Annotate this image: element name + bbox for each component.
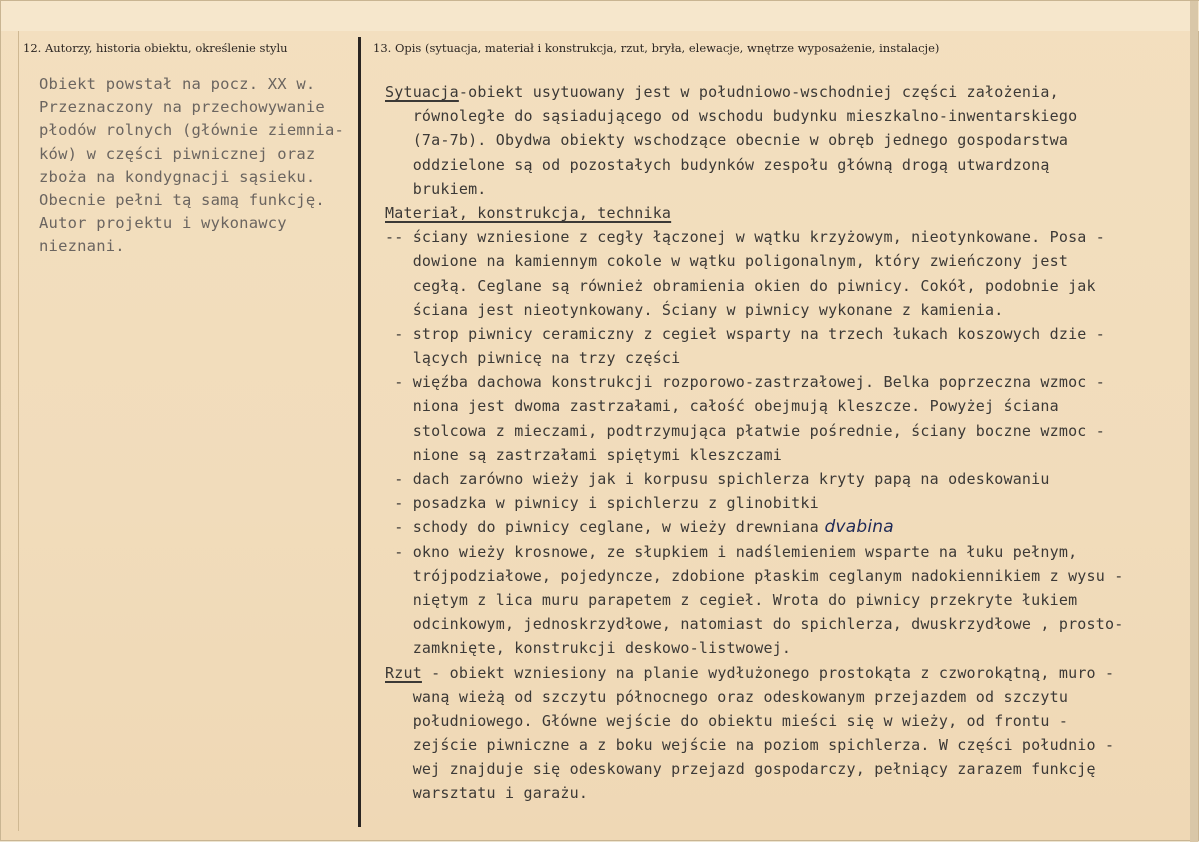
material-text-line: trójpodziałowe, pojedyncze, zdobione płaskim ceglanym nadokiennikiem z wysu - <box>385 566 1124 585</box>
material-text-line: dowione na kamiennym cokole w wątku poligonalnym, który zwieńczony jest <box>385 252 1069 271</box>
material-text-line: - strop piwnicy ceramiczny z cegieł wsparty na trzech łukach koszowych dzie - <box>385 324 1105 343</box>
history-text-line: zboża na kondygnacji sąsieku. <box>39 167 316 186</box>
material-text-line: lących piwnicę na trzy części <box>385 349 681 368</box>
history-column <box>39 73 349 259</box>
material-text-line: cegłą. Ceglane są również obramienia okien do piwnicy. Cokół, podobnie jak <box>385 276 1096 295</box>
material-heading-line <box>385 201 1175 225</box>
material-text-line: - więźba dachowa konstrukcji rozporowo-zastrzałowej. Belka poprzeczna wzmoc - <box>385 373 1105 392</box>
history-text-line: Obecnie pełni tą samą funkcję. <box>39 190 325 209</box>
situation-text-line: brukiem. <box>385 179 487 198</box>
history-text-line: ków) w części piwnicznej oraz <box>39 144 316 163</box>
material-text-line: odcinkowym, jednoskrzydłowe, natomiast do spichlerza, dwuskrzydłowe , prosto- <box>385 615 1124 634</box>
plan-text-line: waną wieżą od szczytu północnego oraz odeskowanym przejazdem od szczytu <box>385 687 1069 706</box>
plan-line-first: Rzut - obiekt wzniesiony na planie wydłużonego prostokąta z czworokątną, muro - <box>385 663 1115 682</box>
situation-text-line: oddzielone są od pozostałych budynków zespołu główną drogą utwardzoną <box>385 155 1050 174</box>
history-text-line: płodów rolnych (głównie ziemnia- <box>39 121 345 140</box>
material-text-line: - posadzka w piwnicy i spichlerzu z glinobitki <box>385 494 819 513</box>
plan-text <box>385 685 1175 806</box>
material-text <box>385 225 1175 515</box>
material-text-line: - dach zarówno wieży jak i korpusu spichlerza kryty papą na odeskowaniu <box>385 470 1050 488</box>
material-text-line: niona jest dwoma zastrzałami, całość obejmują kleszcze. Powyżej ściana <box>385 397 1059 416</box>
plan-text-line: południowego. Główne wejście do obiektu mieści się w wieży, od frontu - <box>385 711 1069 730</box>
situation-heading: Sytuacja <box>385 83 459 101</box>
material-heading: Materiał, konstrukcja, technika <box>385 203 672 222</box>
situation-text-line: równoległe do sąsiadującego od wschodu budynku mieszkalno-inwentarskiego <box>385 107 1078 126</box>
plan-text-line: wej znajduje się odeskowany przejazd gospodarczy, pełniący zarazem funkcję <box>385 760 1096 779</box>
situation-text <box>385 104 1175 201</box>
material-text-continued <box>385 540 1175 661</box>
column-divider <box>358 37 361 827</box>
left-margin-line <box>18 31 19 831</box>
right-edge <box>1190 1 1198 842</box>
history-text-line: nieznani. <box>39 237 125 256</box>
history-text-line: Przeznaczony na przechowywanie <box>39 98 325 117</box>
history-text-line: Obiekt powstał na pocz. XX w. <box>39 75 316 93</box>
material-text-line: -- ściany wzniesione z cegły łączonej w wątku krzyżowym, nieotynkowane. Posa - <box>385 228 1105 247</box>
plan-text-line: zejście piwniczne a z boku wejście na poziom spichlerza. W części południo - <box>385 736 1115 755</box>
plan-heading: Rzut <box>385 663 422 682</box>
material-text-line: stolcowa z mieczami, podtrzymująca płatwie pośrednie, ściany boczne wzmoc - <box>385 421 1105 440</box>
plan-text-line: warsztatu i garażu. <box>385 784 589 803</box>
material-text-line: ściana jest nieotynkowany. Ściany w piwnicy wykonane z kamienia. <box>385 300 1004 319</box>
situation-text-line: (7a-7b). Obydwa obiekty wschodzące obecnie w obręb jednego gospodarstwa <box>385 131 1069 150</box>
history-text-line: Autor projektu i wykonawcy <box>39 214 287 233</box>
right-column-header: 13. Opis (sytuacja, materiał i konstrukcja, rzut, bryła, elewacje, wnętrze wyposażenie, instalacje) <box>373 41 940 55</box>
material-text-line: zamknięte, konstrukcji deskowo-listwowej. <box>385 639 792 658</box>
handwritten-note: dvabina <box>818 517 894 538</box>
left-column-header: 12. Autorzy, historia obiektu, określenie stylu <box>23 41 288 55</box>
material-text-line: - okno wieży krosnowe, ze słupkiem i nadślemieniem wsparte na łuku pełnym, <box>385 542 1078 561</box>
material-text-line: nione są zastrzałami spiętymi kleszczami <box>385 445 782 464</box>
situation-line-first: Sytuacja-obiekt usytuowany jest w południowo-wschodniej części założenia, <box>385 83 1059 101</box>
material-text-line: niętym z lica muru parapetem z cegieł. Wrota do piwnicy przekryte łukiem <box>385 590 1078 609</box>
description-column <box>385 80 1175 806</box>
top-strip <box>1 1 1199 31</box>
stairs-line: - schody do piwnicy ceglane, w wieży drewniana dvabina <box>385 517 894 538</box>
